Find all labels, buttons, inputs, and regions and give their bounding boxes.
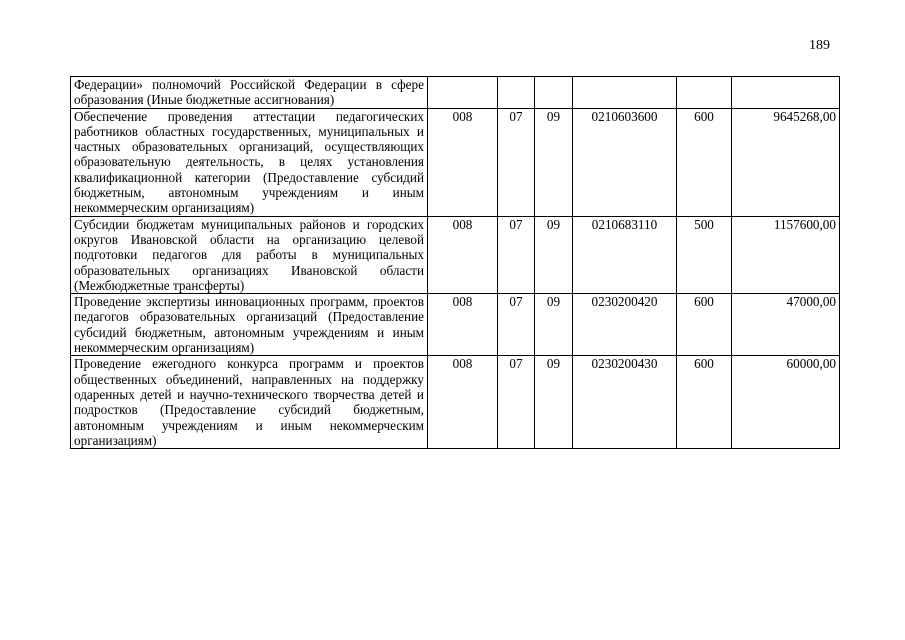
row-subsection-code <box>535 77 573 109</box>
row-amount: 1157600,00 <box>732 216 840 293</box>
row-section-code: 07 <box>498 108 535 216</box>
row-subsection-code: 09 <box>535 108 573 216</box>
row-expense-type-code: 500 <box>677 216 732 293</box>
row-ved-code: 008 <box>428 356 498 449</box>
row-subsection-code: 09 <box>535 216 573 293</box>
budget-table <box>70 76 840 449</box>
row-target-article-code <box>573 77 677 109</box>
table-row <box>71 356 840 449</box>
row-ved-code <box>428 77 498 109</box>
page-number: 189 <box>809 38 830 53</box>
row-description: Субсидии бюджетам муниципальных районов и городских округов Ивановской области на организацию целевой подготовки педагогов для работы в муниципальных образовательных организациях Ивановской области (Межбюджетные трансферты) <box>71 216 428 293</box>
row-amount: 60000,00 <box>732 356 840 449</box>
row-expense-type-code: 600 <box>677 108 732 216</box>
row-section-code: 07 <box>498 216 535 293</box>
table-row <box>71 294 840 356</box>
row-subsection-code: 09 <box>535 294 573 356</box>
row-target-article-code: 0230200430 <box>573 356 677 449</box>
row-ved-code: 008 <box>428 216 498 293</box>
row-amount <box>732 77 840 109</box>
row-expense-type-code: 600 <box>677 356 732 449</box>
row-description: Проведение экспертизы инновационных программ, проектов педагогов образовательных организаций (Предоставление субсидий бюджетным, автономным учреждениям и иным некоммерческим организациям) <box>71 294 428 356</box>
row-expense-type-code: 600 <box>677 294 732 356</box>
row-subsection-code: 09 <box>535 356 573 449</box>
row-section-code: 07 <box>498 294 535 356</box>
row-ved-code: 008 <box>428 108 498 216</box>
row-section-code <box>498 77 535 109</box>
row-description: Федерации» полномочий Российской Федерации в сфере образования (Иные бюджетные ассигнования) <box>71 77 428 109</box>
row-ved-code: 008 <box>428 294 498 356</box>
row-target-article-code: 0230200420 <box>573 294 677 356</box>
row-description: Обеспечение проведения аттестации педагогических работников областных государственных, муниципальных и частных образовательных организаций, осуществляющих образовательную деятельность, в целях установления квалификационной категории (Предоставление субсидий бюджетным, автономным учреждениям и иным некоммерческим организациям) <box>71 108 428 216</box>
row-amount: 47000,00 <box>732 294 840 356</box>
row-amount: 9645268,00 <box>732 108 840 216</box>
row-expense-type-code <box>677 77 732 109</box>
row-target-article-code: 0210683110 <box>573 216 677 293</box>
row-target-article-code: 0210603600 <box>573 108 677 216</box>
table-row <box>71 216 840 293</box>
table-row <box>71 77 840 109</box>
table-row <box>71 108 840 216</box>
row-description: Проведение ежегодного конкурса программ и проектов общественных объединений, направленных на поддержку одаренных детей и научно-технического творчества детей и подростков (Предоставление субсидий бюджетным, автономным учреждениям и иным некоммерческим организациям) <box>71 356 428 449</box>
row-section-code: 07 <box>498 356 535 449</box>
